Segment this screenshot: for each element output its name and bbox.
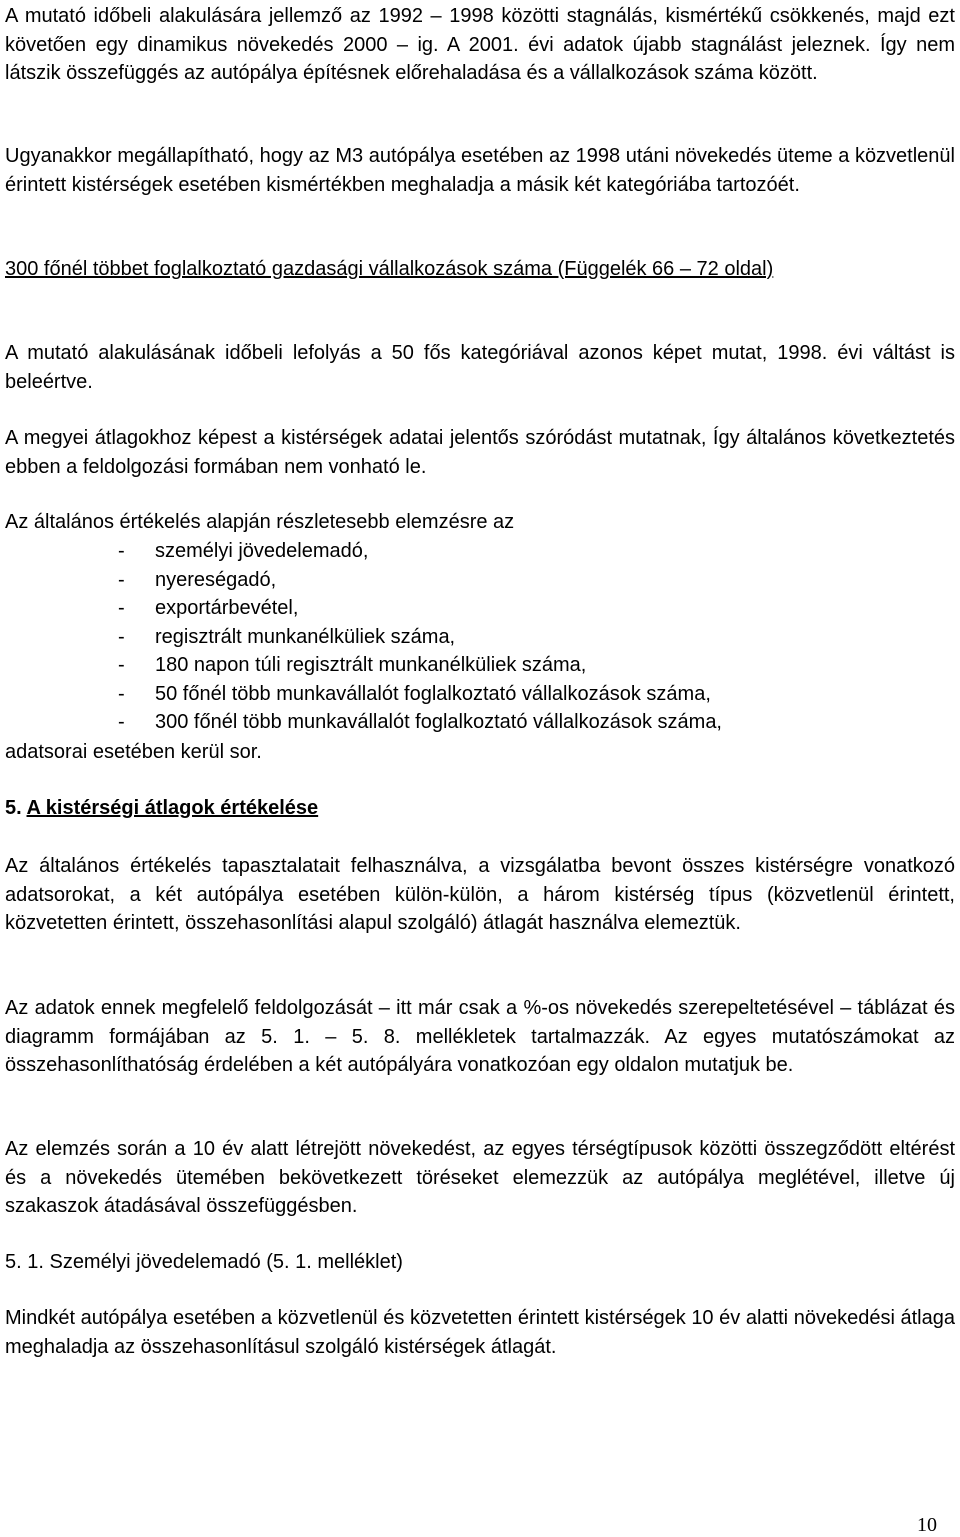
list-item-text: 50 főnél több munkavállalót foglalkoztató vállalkozások száma, — [155, 682, 711, 705]
list-dash: - — [118, 625, 125, 648]
paragraph-county-averages: A megyei átlagokhoz képest a kistérségek adatai jelentős szóródást mutatnak, Így általános következtetés ebben a feldolgozási formában nem vonható le. — [5, 427, 955, 478]
page-number: 10 — [917, 1514, 937, 1536]
paragraph-indicator-course: A mutató alakulásának időbeli lefolyás a 50 fős kategóriával azonos képet mutat, 1998. évi váltást is beleértve. — [5, 342, 955, 393]
paragraph-analysis-scope: Az elemzés során a 10 év alatt létrejött növekedést, az egyes térségtípusok közötti összegződött eltérést és a növekedés ütemében bekövetkezett töréseket elemezzük az autópálya meglétével, illetve új szakaszok átadásával összefüggésben. — [5, 1138, 955, 1217]
list-dash: - — [118, 682, 125, 705]
list-dash: - — [118, 711, 125, 733]
list-item-text: 180 napon túli regisztrált munkanélküliek száma, — [155, 654, 587, 676]
indicator-list — [5, 537, 955, 737]
list-item-text: nyereségadó, — [155, 568, 277, 591]
list-item — [5, 708, 955, 737]
paragraph-list-intro: Az általános értékelés alapján részletesebb elemzésre az — [5, 511, 515, 533]
list-item — [5, 680, 955, 709]
list-dash: - — [118, 654, 125, 676]
list-dash: - — [118, 568, 125, 591]
list-item — [5, 566, 955, 595]
list-item-text: regisztrált munkanélküliek száma, — [155, 625, 456, 648]
list-item-text: 300 főnél több munkavállalót foglalkoztató vállalkozások száma, — [155, 711, 722, 733]
section-title: A kistérségi átlagok értékelése — [26, 797, 319, 819]
list-item-text: személyi jövedelemadó, — [155, 540, 369, 562]
list-item — [5, 594, 955, 623]
paragraph-methodology: Az általános értékelés tapasztalatait felhasználva, a vizsgálatba bevont összes kistérségre vonatkozó adatsorokat, a két autópálya esetében külön-külön, a három kistérség típus (közvetlenül érintett, közvetetten érintett, összehasonlítási alapul szolgáló) átlagát használva elemeztük. — [5, 855, 955, 934]
list-dash: - — [118, 597, 125, 619]
list-dash: - — [118, 540, 125, 562]
paragraph-trend-analysis: A mutató időbeli alakulására jellemző az 1992 – 1998 közötti stagnálás, kismértékű csökkenés, majd ezt követően egy dinamikus növekedés 2000 – ig. A 2001. évi adatok újabb stagnálást jeleznek. Így nem látszik összefüggés az autópálya építésnek előrehaladása és a vállalkozások száma között. — [5, 5, 955, 84]
section-number: 5. — [5, 797, 22, 819]
list-item — [5, 537, 955, 566]
paragraph-list-closing: adatsorai esetében kerül sor. — [5, 741, 262, 763]
paragraph-m3-growth: Ugyanakkor megállapítható, hogy az M3 autópálya esetében az 1998 utáni növekedés üteme a közvetlenül érintett kistérségek esetében kismértékben meghaladja a másik két kategóriába tartozóét. — [5, 145, 955, 196]
subheading-300-employees: 300 főnél többet foglalkoztató gazdasági vállalkozások száma (Függelék 66 – 72 oldal) — [5, 258, 774, 280]
list-item — [5, 623, 955, 652]
paragraph-income-tax-result: Mindkét autópálya esetében a közvetlenül és közvetetten érintett kistérségek 10 év alatti növekedési átlaga meghaladja az összehasonlításul szolgáló kistérségek átlagát. — [5, 1307, 955, 1358]
subsection-heading-income-tax: 5. 1. Személyi jövedelemadó (5. 1. melléklet) — [5, 1251, 403, 1273]
section-heading — [5, 794, 318, 823]
paragraph-data-processing: Az adatok ennek megfelelő feldolgozását – itt már csak a %-os növekedés szerepeltetésével – táblázat és diagramm formájában az 5. 1. – 5. 8. mellékletek tartalmazzák. Az egyes mutatószámokat az összehasonlíthatóság érdelében a két autópályára vonatkozóan egy oldalon mutatjuk be. — [5, 997, 955, 1076]
list-item — [5, 651, 955, 680]
list-item-text: exportárbevétel, — [155, 597, 299, 619]
